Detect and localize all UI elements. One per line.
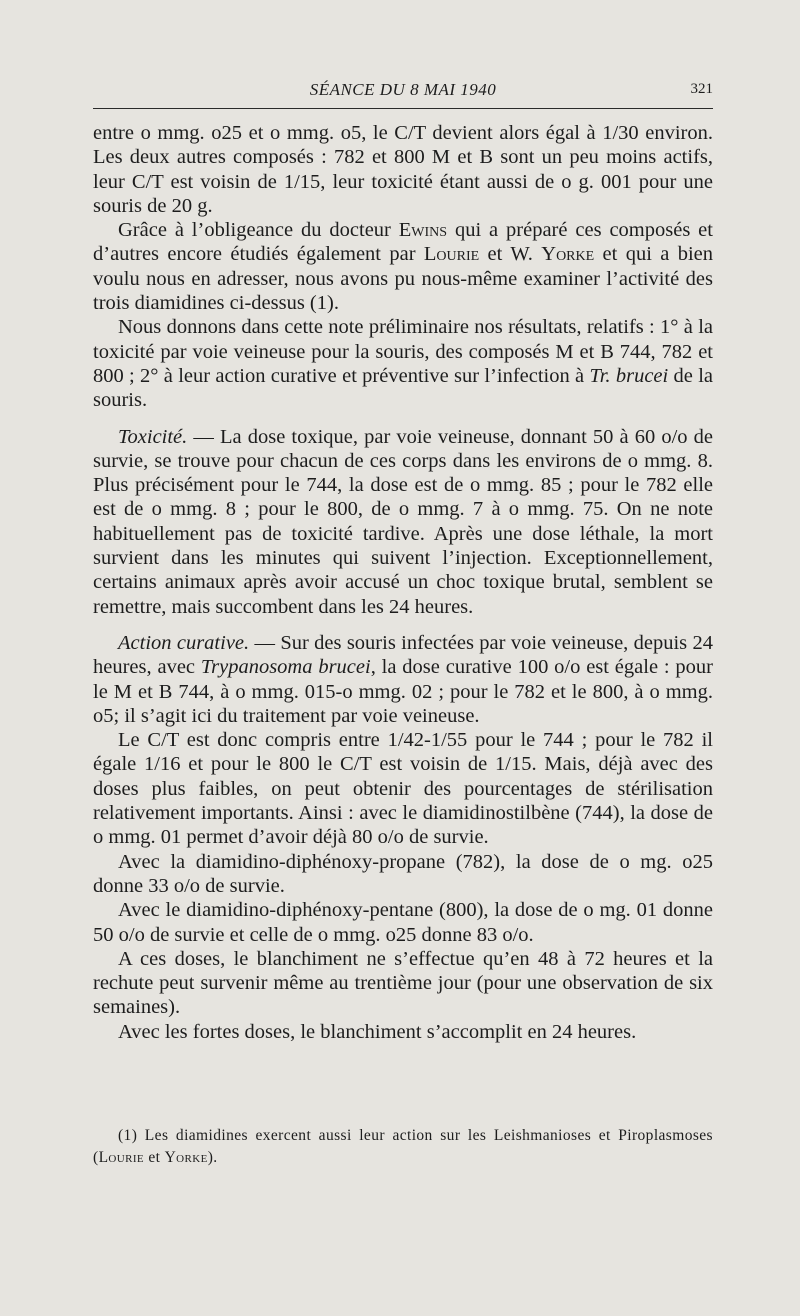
section-label-action-curative: Action curative. [118, 631, 250, 654]
p3-text-b: de la souris. [93, 364, 713, 412]
footnote-text [93, 1125, 713, 1169]
paragraph-toxicite [93, 425, 713, 619]
paragraph-action-curative [93, 631, 713, 728]
toxicite-text: — La dose toxique, par voie veineuse, donnant 50 à 60 o/o de survie, se trouve pour chacun de ces corps dans les environs de o mmg. 8. Plus précisément pour le 744, la dose est de o mmg. 85 ; pour le 782 elle est de o mmg. 8 ; pour le 800, de o mmg. 7 à o mmg. 75. On ne note habituellement pas de toxicité tardive. Après une dose léthale, la mort survient dans les minutes qui suivent l’injection. Exceptionnellement, certains animaux après avoir accusé un choc toxique brutal, semblent se remettre, mais succombent dans les 24 heures. [93, 425, 713, 618]
paragraph-3 [93, 315, 713, 412]
header-title: SÉANCE DU 8 MAI 1940 [309, 80, 497, 99]
paragraph-8: Avec le diamidino-diphénoxy-pentane (800), la dose de o mg. 01 donne 50 o/o de survie et celle de o mmg. o25 donne 83 o/o. [93, 899, 713, 946]
footnote-author-yorke: Yorke [164, 1149, 208, 1166]
p2-text-c: et W. [479, 243, 542, 266]
paragraph-9: A ces doses, le blanchiment ne s’effectue qu’en 48 à 72 heures et la rechute peut survenir même au trentième jour (pour une observation de six semaines). [93, 947, 713, 1019]
header-rule [93, 108, 713, 109]
species-trypanosoma: Trypanosoma brucei [200, 656, 371, 679]
section-label-toxicite: Toxicité. [118, 425, 188, 448]
species-name: Tr. brucei [589, 364, 669, 387]
running-header [93, 80, 713, 106]
p5-text-b: , la dose curative 100 o/o est égale : pour le M et B 744, à o mmg. 015-o mmg. 02 ; pour le 782 et le 800, à o mmg. o5; il s’agit ici du traitement par voie veineuse. [93, 656, 713, 727]
p2-text-d: et qui a bien voulu nous en adresser, nous avons pu nous-même examiner l’activité des trois diamidines ci-dessus (1). [93, 243, 713, 315]
paragraph-10: Avec les fortes doses, le blanchiment s’accomplit en 24 heures. [118, 1020, 637, 1043]
p2-text-b: qui a préparé ces composés et d’autres encore étudiés également par [93, 219, 713, 266]
footnote-author-lourie: Lourie [98, 1149, 145, 1166]
page-number: 321 [690, 81, 713, 97]
p3-text-a: Nous donnons dans cette note préliminaire nos résultats, relatifs : 1° à la toxicité par voie veineuse pour la souris, des composés M et B 744, 782 et 800 ; 2° à leur action curative et préventive sur l’infection à [93, 316, 713, 387]
author-yorke: Yorke [541, 243, 595, 266]
footnote [93, 1125, 713, 1169]
paragraph-2 [93, 218, 713, 315]
author-lourie: Lourie [423, 243, 480, 266]
paragraph-7: Avec la diamidino-diphénoxy-propane (782), la dose de o mg. o25 donne 33 o/o de survie. [93, 850, 713, 897]
footnote-text-a: (1) Les diamidines exercent aussi leur action sur les Leishmanioses et Piroplasmoses ( [93, 1127, 713, 1166]
main-text [93, 121, 713, 1044]
p2-text-a: Grâce à l’obligeance du docteur [118, 219, 399, 242]
p5-text-a: — Sur des souris infectées par voie veineuse, depuis 24 heures, avec [93, 631, 713, 679]
author-ewins: Ewins [398, 219, 448, 242]
footnote-text-c: ). [207, 1149, 218, 1166]
paragraph-1: entre o mmg. o25 et o mmg. o5, le C/T devient alors égal à 1/30 environ. Les deux autres composés : 782 et 800 M et B sont un peu moins actifs, leur C/T est voisin de 1/15, leur toxicité étant aussi de o g. 001 pour une souris de 20 g. [93, 122, 713, 217]
paragraph-6: Le C/T est donc compris entre 1/42-1/55 pour le 744 ; pour le 782 il égale 1/16 et pour le 800 le C/T est voisin de 1/15. Mais, déjà avec des doses plus faibles, on peut obtenir des pourcentages de stérilisation relativement importants. Ainsi : avec le diamidinostilbène (744), la dose de o mmg. 01 permet d’avoir déjà 80 o/o de survie. [93, 729, 713, 849]
footnote-text-b: et [144, 1149, 165, 1166]
